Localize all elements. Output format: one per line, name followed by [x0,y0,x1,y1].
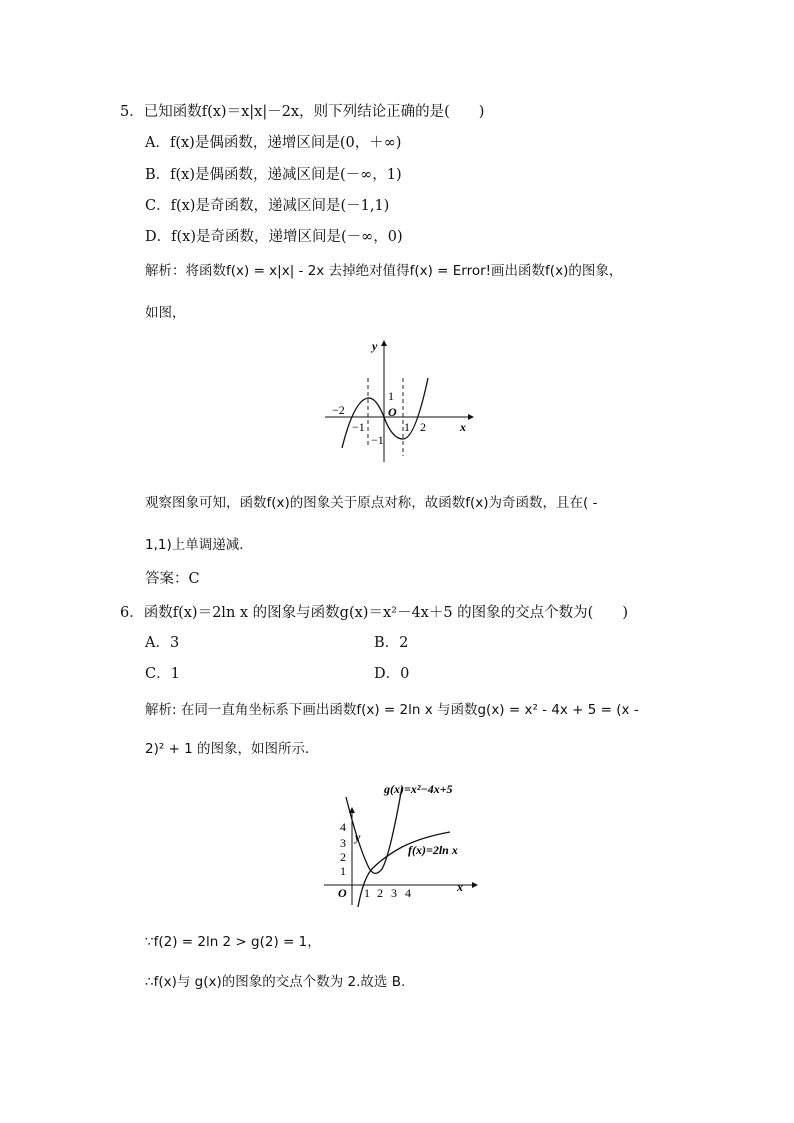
q6-fig-ytick-2: 2 [340,850,346,864]
q6-fig-f-label: f(x)=2ln x [408,843,458,857]
q5-solution-line1: 解析：将函数f(x) = x|x| - 2x 去掉绝对值得f(x) = Error!画出函数f(x)的图象， [145,263,623,279]
q5-stem: 5．已知函数f(x)＝x|x|－2x，则下列结论正确的是( ) [120,104,485,120]
q6-fig-ytick-4: 4 [340,820,346,834]
q6-option-a: A．3 [145,635,180,651]
q6-stem: 6．函数f(x)＝2ln x 的图象与函数g(x)＝x²－4x＋5 的图象的交点个数为( ) [120,605,628,621]
q6-fig-xtick-3: 3 [391,886,397,900]
q6-option-c: C．1 [145,666,180,682]
q5-answer: 答案：C [145,571,200,587]
q5-conclusion-line2: 1,1)上单调递减． [145,537,253,553]
q6-fig-origin: O [338,886,347,900]
q5-option-d: D．f(x)是奇函数，递增区间是(－∞，0) [145,229,403,245]
q5-option-b: B．f(x)是偶函数，递减区间是(－∞，1) [145,167,402,183]
q6-fig-g-label: g(x)=x²−4x+5 [384,782,453,796]
q6-option-b: B．2 [374,635,409,651]
q6-fig-xtick-2: 2 [377,886,383,900]
q5-option-c: C．f(x)是奇函数，递减区间是(－1,1) [145,198,390,214]
q5-fig-tick-2: 2 [420,420,426,434]
q6-fig-ytick-1: 1 [340,864,346,878]
q5-cubic-graph [320,338,475,468]
q5-fig-tick-neg2: −2 [332,403,345,417]
q5-fig-y-label: y [372,339,378,353]
q5-fig-tick-neg1: −1 [352,420,365,434]
q6-fig-y-label: y [355,830,361,844]
q6-solution-line2: 2)² + 1 的图象，如图所示． [145,741,319,757]
q6-fig-xtick-1: 1 [364,886,370,900]
q6-fig-xtick-4: 4 [405,886,411,900]
q5-solution-line2: 如图， [145,305,186,321]
q6-fig-ytick-3: 3 [340,836,346,850]
q6-fig-x-label: x [457,880,463,894]
q6-option-d: D．0 [374,666,410,682]
q6-intersection-graph [322,775,482,910]
q5-conclusion-line1: 观察图象可知，函数f(x)的图象关于原点对称，故函数f(x)为奇函数，且在( - [145,495,598,511]
q6-reason: ∵f(2) = 2ln 2 > g(2) = 1， [145,934,321,950]
q5-fig-tick-1: 1 [404,420,410,434]
q5-fig-x-label: x [460,420,466,434]
q6-conclusion: ∴f(x)与 g(x)的图象的交点个数为 2.故选 B. [145,974,406,990]
q5-fig-ytick-1: 1 [388,389,394,403]
q5-fig-ytick-neg1: −1 [371,433,384,447]
q5-option-a: A．f(x)是偶函数，递增区间是(0，＋∞) [145,135,402,151]
q6-solution-line1: 解析: 在同一直角坐标系下画出函数f(x) = 2ln x 与函数g(x) = x² - 4x + 5 = (x - [145,702,639,718]
q5-fig-origin: O [388,405,397,419]
